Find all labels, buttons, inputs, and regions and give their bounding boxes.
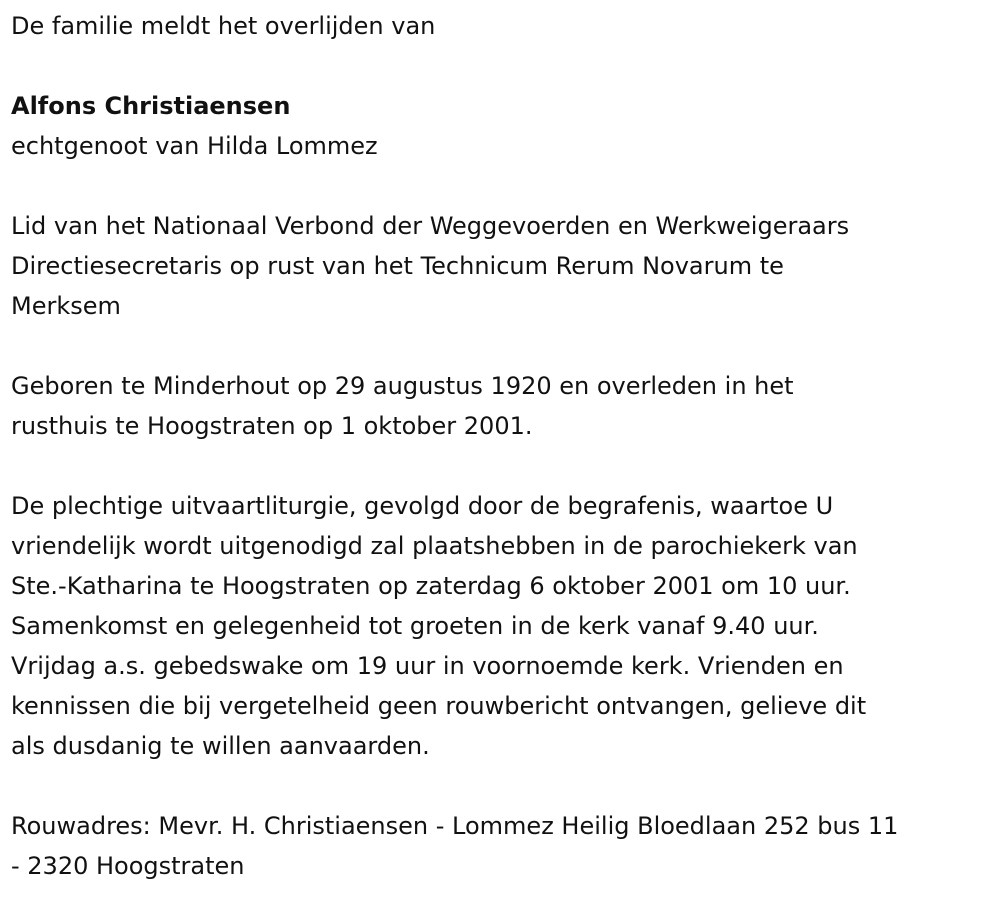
paragraph-line: De plechtige uitvaartliturgie, gevolgd door de begrafenis, waartoe U	[11, 492, 834, 520]
paragraph-line: Merksem	[11, 292, 121, 320]
paragraph-line: Directiesecretaris op rust van het Technicum Rerum Novarum te	[11, 252, 784, 280]
paragraph-line: Lid van het Nationaal Verbond der Weggevoerden en Werkweigeraars	[11, 212, 850, 240]
spacer	[11, 46, 991, 86]
paragraph-line: vriendelijk wordt uitgenodigd zal plaatshebben in de parochiekerk van	[11, 532, 858, 560]
paragraph-line: Ste.-Katharina te Hoogstraten op zaterdag 6 oktober 2001 om 10 uur.	[11, 572, 851, 600]
paragraph-line: - 2320 Hoogstraten	[11, 852, 245, 880]
birth-death-paragraph	[11, 366, 991, 446]
paragraph-line: Geboren te Minderhout op 29 augustus 1920 en overleden in het	[11, 372, 794, 400]
obituary-notice	[11, 6, 991, 886]
intro-text: De familie meldt het overlijden van	[11, 12, 436, 40]
spacer	[11, 766, 991, 806]
paragraph-line: rusthuis te Hoogstraten op 1 oktober 2001.	[11, 412, 533, 440]
spacer	[11, 326, 991, 366]
paragraph-line: Rouwadres: Mevr. H. Christiaensen - Lommez Heilig Bloedlaan 252 bus 11	[11, 812, 899, 840]
paragraph-line: Vrijdag a.s. gebedswake om 19 uur in voornoemde kerk. Vrienden en	[11, 652, 844, 680]
paragraph-line: Samenkomst en gelegenheid tot groeten in de kerk vanaf 9.40 uur.	[11, 612, 819, 640]
address-paragraph	[11, 806, 991, 886]
paragraph-line: kennissen die bij vergetelheid geen rouwbericht ontvangen, gelieve dit	[11, 692, 867, 720]
deceased-name: Alfons Christiaensen	[11, 92, 291, 120]
spacer	[11, 446, 991, 486]
paragraph-line: als dusdanig te willen aanvaarden.	[11, 732, 430, 760]
membership-paragraph	[11, 206, 991, 326]
spouse-text: echtgenoot van Hilda Lommez	[11, 132, 378, 160]
spacer	[11, 166, 991, 206]
funeral-paragraph	[11, 486, 991, 766]
